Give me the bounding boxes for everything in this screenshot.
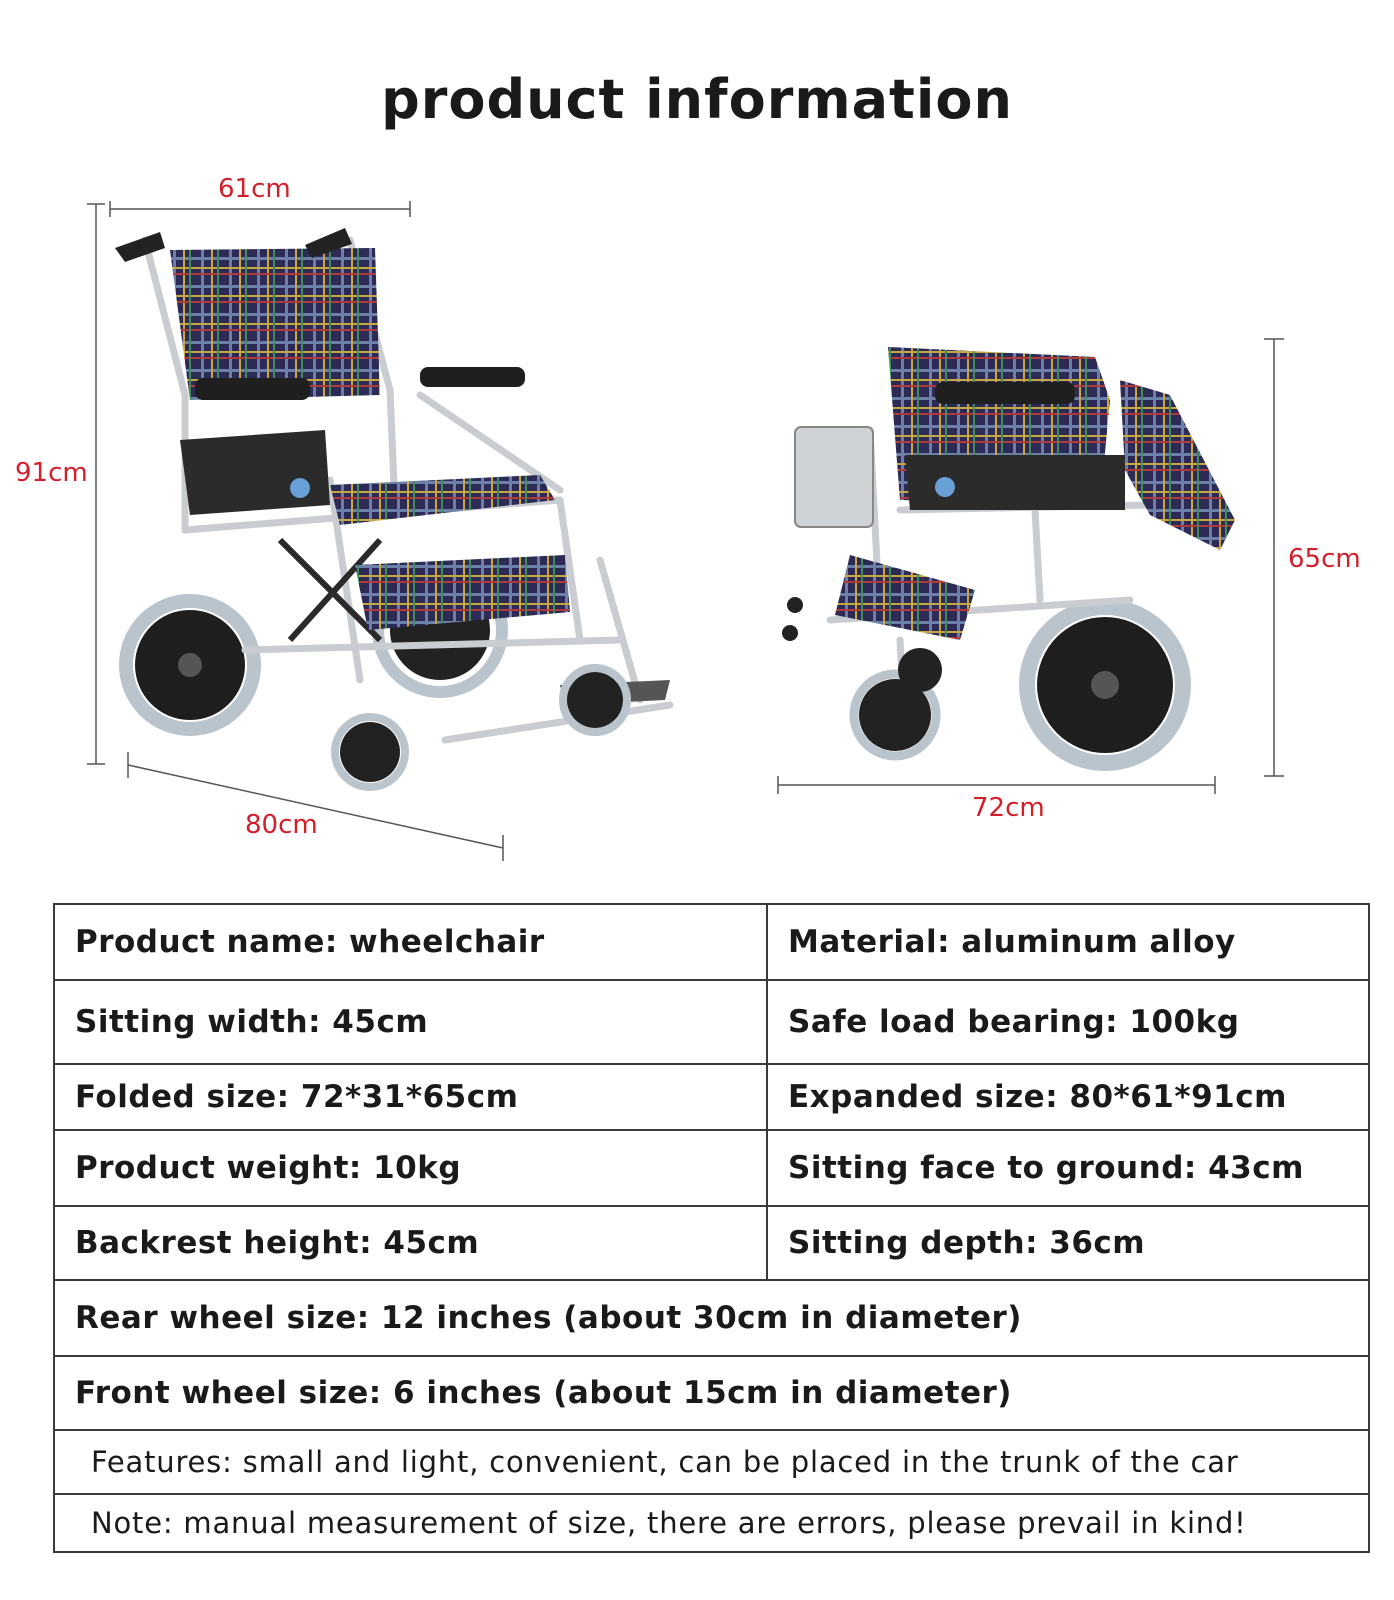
page-title: product information [381,68,1013,131]
seat [330,475,555,525]
rear-wheel-spec: Rear wheel size: 12 inches (about 30cm in diameter) [54,1280,1369,1356]
side-panel [180,430,330,515]
table-row [54,1280,1369,1356]
note-text: Note: manual measurement of size, there are errors, please prevail in kind! [54,1494,1369,1552]
specifications-table [53,903,1370,1553]
spec-cell: Sitting width: 45cm [54,980,767,1064]
spec-cell: Material: aluminum alloy [767,904,1369,980]
table-row [54,1430,1369,1494]
table-row [54,1206,1369,1280]
dimension-folded-length-label: 72cm [972,793,1045,823]
dimension-height-label: 91cm [15,458,88,488]
table-row [54,1130,1369,1206]
front-wheel-spec: Front wheel size: 6 inches (about 15cm in diameter) [54,1356,1369,1430]
spec-cell: Backrest height: 45cm [54,1206,767,1280]
dimension-folded-height-label: 65cm [1288,544,1361,574]
table-row [54,1064,1369,1130]
dimension-depth-label: 80cm [245,810,318,840]
spec-cell: Folded size: 72*31*65cm [54,1064,767,1130]
spec-cell: Sitting depth: 36cm [767,1206,1369,1280]
table-row [54,980,1369,1064]
spec-cell: Expanded size: 80*61*91cm [767,1064,1369,1130]
table-row [54,1356,1369,1430]
spec-cell: Safe load bearing: 100kg [767,980,1369,1064]
leg-rest [355,555,570,630]
dimension-width-label: 61cm [218,174,291,204]
features-text: Features: small and light, convenient, can be placed in the trunk of the car [54,1430,1369,1494]
spec-cell: Sitting face to ground: 43cm [767,1130,1369,1206]
wheelchair-unfolded-image [115,228,670,787]
table-row [54,904,1369,980]
wheelchair-folded-image [782,347,1235,763]
spec-cell: Product weight: 10kg [54,1130,767,1206]
table-row [54,1494,1369,1552]
backrest [170,248,380,400]
spec-cell: Product name: wheelchair [54,904,767,980]
